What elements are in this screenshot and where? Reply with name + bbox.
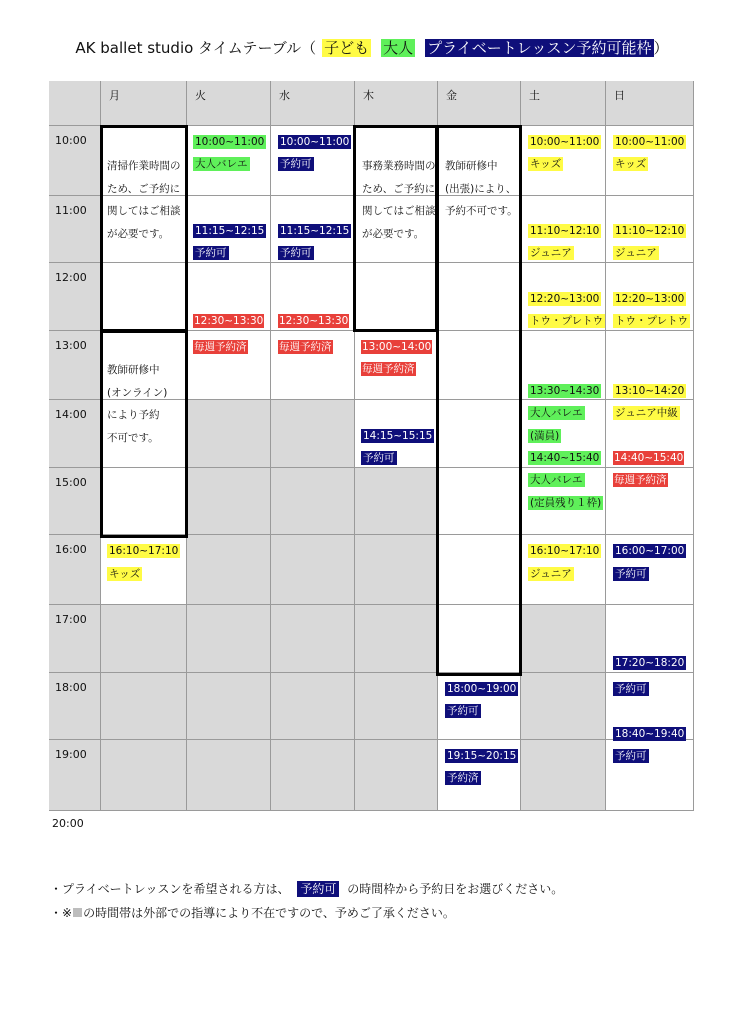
note-line: 事務業務時間の [362,160,436,172]
slot-cell [187,400,271,468]
lesson-label: 10:00~11:00 [530,136,600,148]
lesson-label: 大人バレエ [530,407,583,419]
lesson-label: ジュニア中級 [615,407,678,419]
lesson-label: 14:15~15:15 [363,430,433,442]
title-close: ） [653,39,669,57]
lesson-label: 毎週予約済 [614,474,667,486]
footer-note-1 [50,880,563,897]
lesson-label: 17:20~18:20 [615,657,685,669]
lesson-label: 14:40~15:40 [530,452,600,464]
note-line: 清掃作業時間の [107,160,181,172]
day-header-1: 月 [109,89,120,102]
note-line: (オンライン) [107,386,168,399]
slot-cell [271,605,355,673]
lesson-label: 13:10~14:20 [615,385,685,397]
lesson-label: 14:40~15:40 [614,452,684,464]
note-line: (出張)により、 [445,182,517,195]
lesson-label: 11:15~12:15 [280,225,350,237]
note-mon2 [107,359,167,449]
legend-adult: 大人 [383,39,414,57]
lesson-label: 予約可 [363,452,395,464]
note-fri1 [445,155,518,223]
lesson-label: ジュニア [530,568,572,580]
day-header-4: 木 [363,89,374,102]
note-line: 予約不可です。 [445,205,518,217]
note-line: ため、ご予約に [107,182,181,195]
slot-cell [187,605,271,673]
slot-cell [521,605,606,673]
slot-cell [187,673,271,740]
footer-note-2-text: の時間帯は外部での指導により不在ですので、予めご了承ください。 [83,906,455,920]
lesson-label: ジュニア [530,247,572,259]
title-main: AK ballet studio タイムテーブル（ [75,39,317,57]
time-label-1500: 15:00 [55,476,87,489]
time-label-1100: 11:00 [55,204,87,217]
time-label-1300: 13:00 [55,339,87,352]
slot-cell [187,468,271,535]
lesson-label: 大人バレエ [195,158,248,170]
time-label-1800: 18:00 [55,681,87,694]
note-line: 関してはご相談 [362,205,436,217]
slot-cell [355,468,438,535]
note-thu1 [362,155,436,245]
time-label-1400: 14:00 [55,408,87,421]
slot-cell [355,605,438,673]
note-line: が必要です。 [107,227,170,240]
slot-cell [101,740,187,811]
lesson-label: 10:00~11:00 [280,136,350,148]
lesson-label: トウ・プレトウ [615,315,689,327]
note-mon1 [107,155,181,245]
slot-cell [187,535,271,605]
header-cell [49,81,101,126]
lesson-label: 毎週予約済 [194,341,247,353]
slot-cell [271,468,355,535]
lesson-label: (定員残り１枠) [530,497,602,509]
day-header-6: 土 [529,89,540,102]
slot-cell [355,535,438,605]
lesson-label: 12:20~13:00 [530,293,600,305]
footer-badge-bookable: 予約可 [297,881,339,897]
time-label-1600: 16:00 [55,543,87,556]
lesson-label: キッズ [530,158,562,170]
lesson-label: 予約可 [280,247,312,259]
lesson-label: 予約可 [615,750,647,762]
lesson-label: 11:10~12:10 [615,225,685,237]
slot-cell [101,605,187,673]
footer-note-1-text: ・プライベートレッスンを希望される方は、 [50,882,290,896]
lesson-label: 10:00~11:00 [195,136,265,148]
slot-cell [271,673,355,740]
note-line: 教師研修中 [445,160,498,172]
lesson-label: 16:10~17:10 [109,545,179,557]
lesson-label: 12:30~13:30 [194,315,264,327]
lesson-label: 予約可 [447,705,479,717]
note-line: ため、ご予約に [362,182,436,195]
slot-cell [521,673,606,740]
legend-private: プライベートレッスン予約可能枠 [427,39,652,57]
lesson-label: 13:00~14:00 [362,341,432,353]
slot-cell [521,740,606,811]
lesson-label: 10:00~11:00 [615,136,685,148]
footer-note-1-text-end: の時間枠から予約日をお選びください。 [347,882,564,896]
note-line: 不可です。 [107,431,159,444]
lesson-label: 予約可 [615,568,647,580]
slot-cell [101,673,187,740]
slot-cell [271,535,355,605]
lesson-label: 19:15~20:15 [447,750,517,762]
lesson-label: キッズ [615,158,647,170]
lesson-label: 予約可 [280,158,312,170]
slot-cell [271,400,355,468]
lesson-label: 予約可 [615,683,647,695]
time-label-1900: 19:00 [55,748,87,761]
lesson-label: 11:10~12:10 [530,225,600,237]
time-label-1000: 10:00 [55,134,87,147]
slot-cell [355,740,438,811]
lesson-label: ジュニア [615,247,657,259]
slot-cell [187,740,271,811]
lesson-label: 予約可 [195,247,227,259]
note-line: により予約 [107,409,160,421]
day-header-3: 水 [279,89,290,102]
lesson-label: 予約済 [447,772,479,784]
footer-note-2 [50,904,455,921]
day-header-2: 火 [195,89,206,102]
footer-note-2-prefix: ・※ [50,906,73,920]
lesson-label: 16:10~17:10 [530,545,600,557]
note-line: 教師研修中 [107,364,160,376]
lesson-label: 毎週予約済 [362,363,415,375]
note-line: 関してはご相談 [107,205,181,217]
slot-cell [271,740,355,811]
note-line: が必要です。 [362,227,425,240]
lesson-label: キッズ [109,568,141,580]
lesson-label: 大人バレエ [530,474,583,486]
lesson-label: (満員) [530,430,560,442]
lesson-label: 毎週予約済 [279,341,332,353]
lesson-label: 18:00~19:00 [447,683,517,695]
lesson-label: 12:30~13:30 [279,315,349,327]
day-header-5: 金 [446,89,457,102]
legend-kids: 子ども [324,39,370,57]
time-label-1200: 12:00 [55,271,87,284]
time-label-1700: 17:00 [55,613,87,626]
lesson-label: 16:00~17:00 [615,545,685,557]
day-header-7: 日 [614,89,625,102]
gray-square-icon [73,908,82,917]
slot-cell [355,673,438,740]
lesson-label: 18:40~19:40 [615,728,685,740]
lesson-label: 13:30~14:30 [530,385,600,397]
lesson-label: トウ・プレトウ [530,315,604,327]
lesson-label: 11:15~12:15 [195,225,265,237]
end-time-label: 20:00 [52,817,84,830]
lesson-label: 12:20~13:00 [615,293,685,305]
